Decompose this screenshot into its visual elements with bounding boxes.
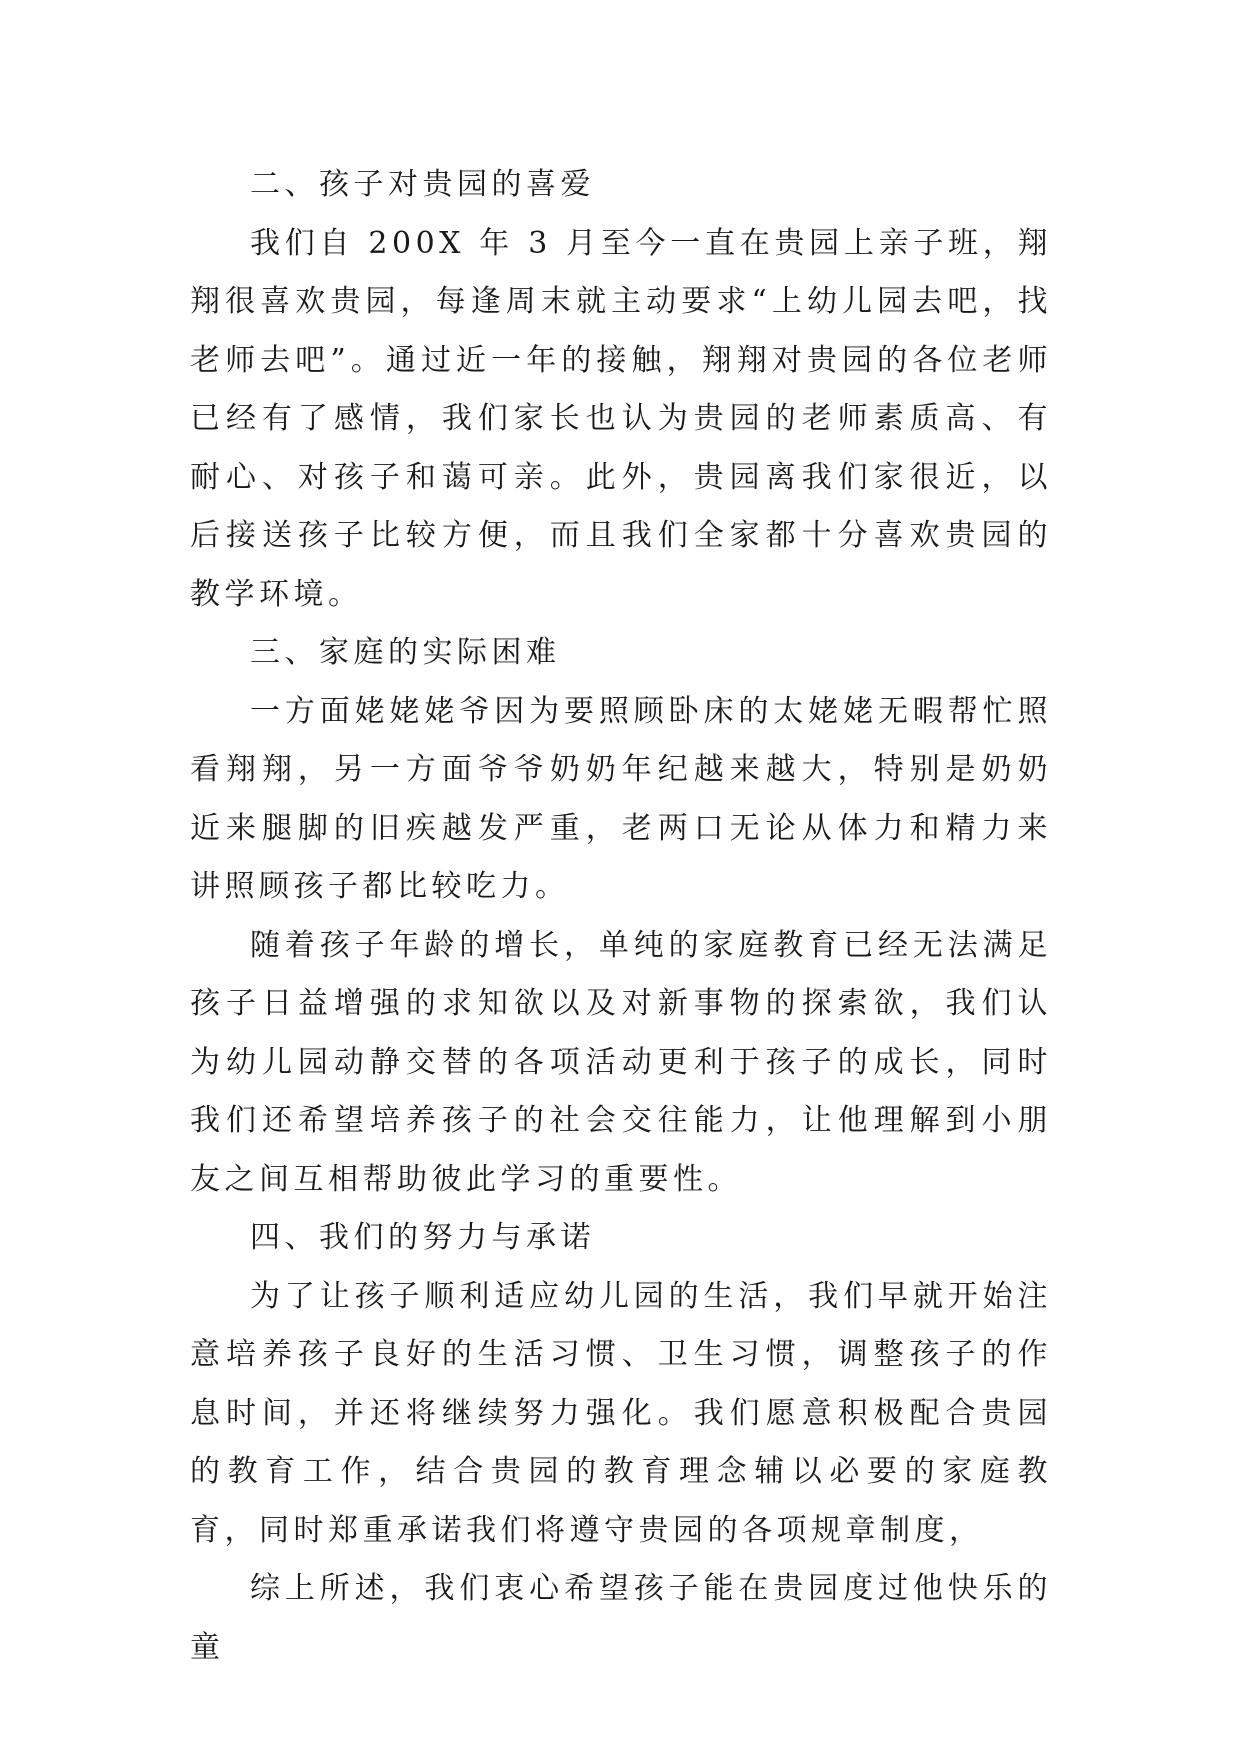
paragraph: 综上所述，我们衷心希望孩子能在贵园度过他快乐的童 [190,1571,1052,1665]
paragraph: 为了让孩子顺利适应幼儿园的生活，我们早就开始注意培养孩子良好的生活习惯、卫生习惯，调整孩子的作息时间，并还将继续努力强化。我们愿意积极配合贵园的教育工作，结合贵园的教育理念辅以必要的家庭教育，同时郑重承诺我们将遵守贵园的各项规章制度， [190,1278,1052,1548]
section-heading-4: 四、我们的努力与承诺 [250,1220,595,1255]
paragraph: 我们自 200X 年 3 月至今一直在贵园上亲子班，翔翔很喜欢贵园，每逢周末就主动要求“上幼儿园去吧，找老师去吧”。通过近一年的接触，翔翔对贵园的各位老师已经有了感情，我们家长也认为贵园的老师素质高、有耐心、对孩子和蔼可亲。此外，贵园离我们家很近，以后接送孩子比较方便，而且我们全家都十分喜欢贵园的教学环境。 [190,225,1052,612]
section-heading-2: 二、孩子对贵园的喜爱 [250,167,595,202]
document-body [190,156,1052,1677]
section-heading-3: 三、家庭的实际困难 [250,635,561,670]
paragraph: 一方面姥姥姥爷因为要照顾卧床的太姥姥无暇帮忙照看翔翔，另一方面爷爷奶奶年纪越来越大，特别是奶奶近来腿脚的旧疾越发严重，老两口无论从体力和精力来讲照顾孩子都比较吃力。 [190,693,1052,904]
paragraph: 随着孩子年龄的增长，单纯的家庭教育已经无法满足孩子日益增强的求知欲以及对新事物的探索欲，我们认为幼儿园动静交替的各项活动更利于孩子的成长，同时我们还希望培养孩子的社会交往能力，让他理解到小朋友之间互相帮助彼此学习的重要性。 [190,927,1052,1197]
